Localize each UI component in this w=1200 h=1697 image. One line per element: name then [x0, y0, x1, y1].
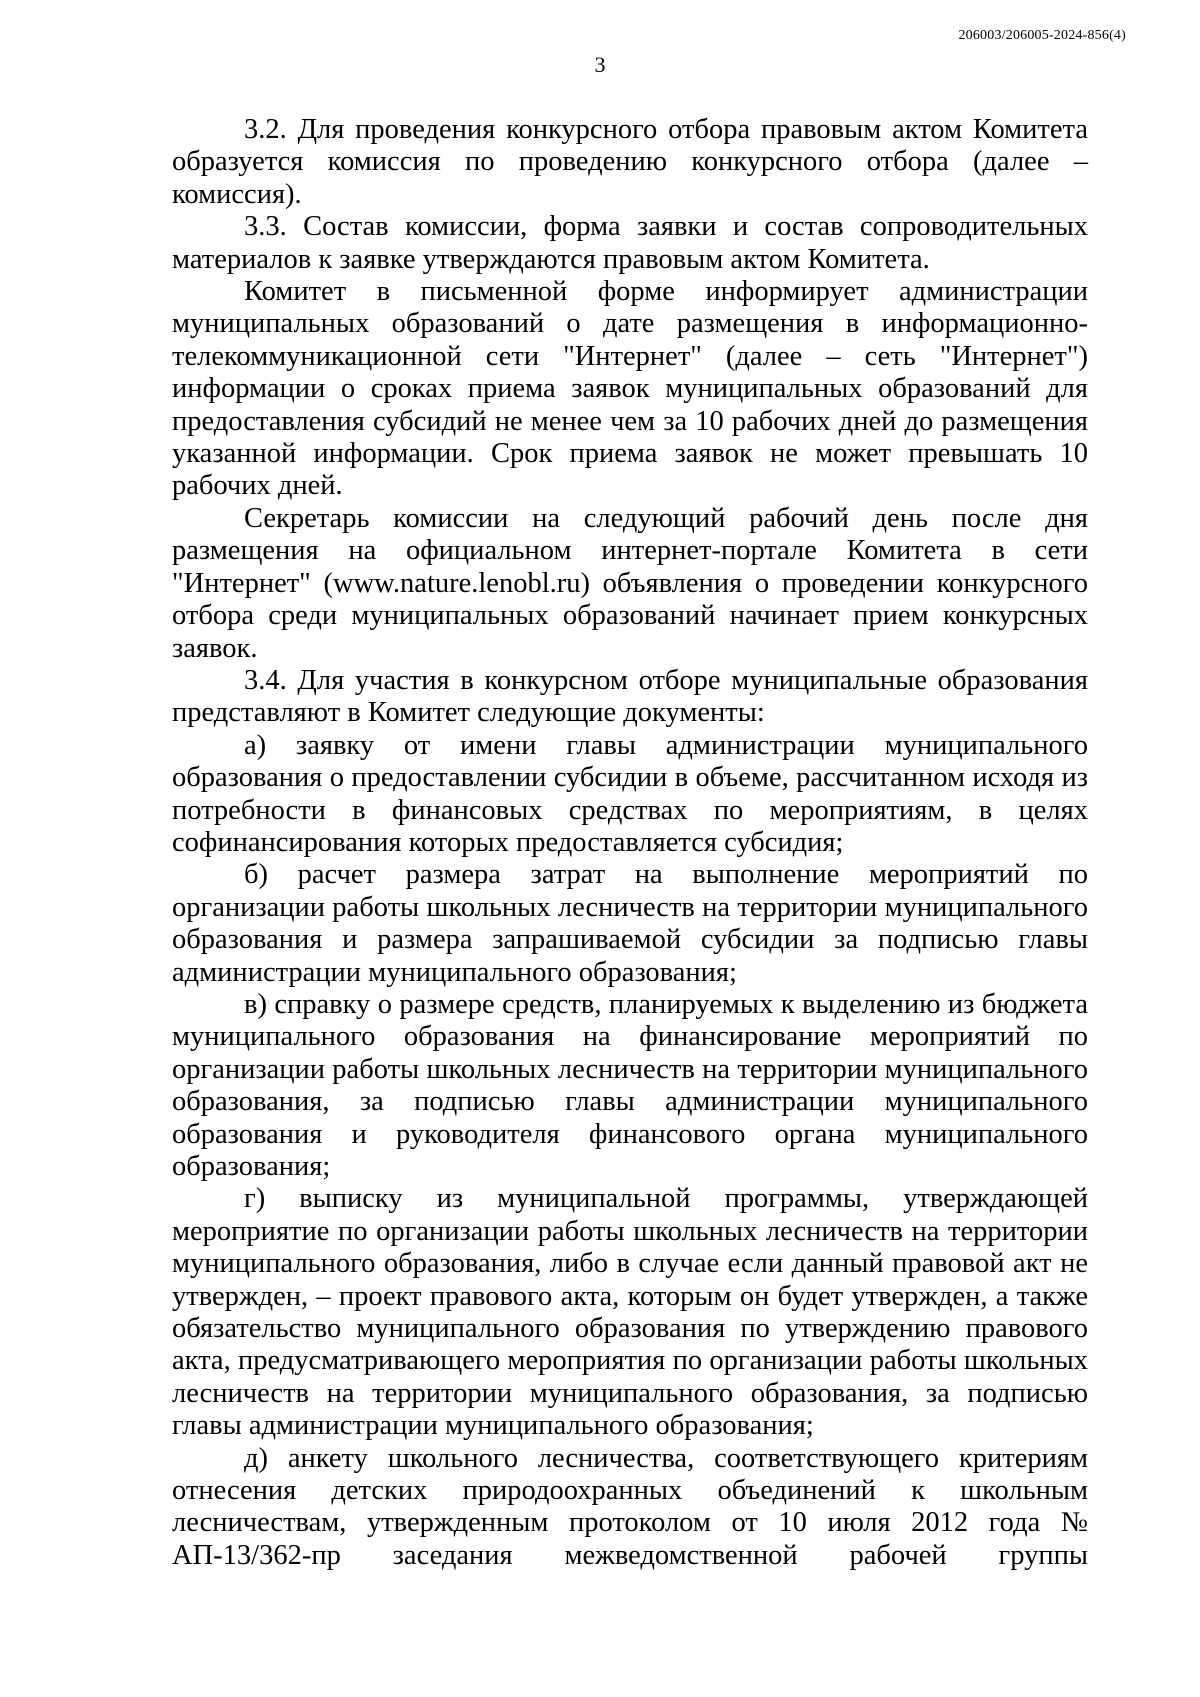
paragraph-secretary: Секретарь комиссии на следующий рабочий день после дня размещения на официальном интернет-портале Комитета в сети "Интернет" (www.nature.lenobl.ru) объявления о проведении конкурсного отбора среди муниципальных образований начинает прием конкурсных заявок. — [172, 502, 1088, 664]
paragraph-3-2: 3.2. Для проведения конкурсного отбора правовым актом Комитета образуется комиссия по проведению конкурсного отбора (далее – комиссия). — [172, 114, 1088, 210]
list-item-a: а) заявку от имени главы администрации муниципального образования о предоставлении субсидии в объеме, рассчитанном исходя из потребности в финансовых средствах по мероприятиям, в целях софинансирования которых предоставляется субсидия; — [172, 729, 1088, 858]
document-body — [172, 114, 1088, 1572]
paragraph-3-3: 3.3. Состав комиссии, форма заявки и состав сопроводительных материалов к заявке утверждаются правовым актом Комитета. — [172, 211, 1088, 275]
list-item-v: в) справку о размере средств, планируемых к выделению из бюджета муниципального образования на финансирование мероприятий по организации работы школьных лесничеств на территории муниципального образования, за подписью главы администрации муниципального образования и руководителя финансового органа муниципального образования; — [172, 988, 1088, 1182]
page-number: 3 — [594, 52, 606, 77]
list-item-b: б) расчет размера затрат на выполнение мероприятий по организации работы школьных лесничеств на территории муниципального образования и размера запрашиваемой субсидии за подписью главы администрации муниципального образования; — [172, 859, 1088, 988]
paragraph-3-4: 3.4. Для участия в конкурсном отборе муниципальные образования представляют в Комитет следующие документы: — [172, 664, 1088, 729]
document-id: 206003/206005-2024-856(4) — [958, 28, 1126, 43]
list-item-g: г) выписку из муниципальной программы, утверждающей мероприятие по организации работы школьных лесничеств на территории муниципального образования, либо в случае если данный правовой акт не утвержден, – проект правового акта, которым он будет утвержден, а также обязательство муниципального образования по утверждению правового акта, предусматривающего мероприятия по организации работы школьных лесничеств на территории муниципального образования, за подписью главы администрации муниципального образования; — [172, 1183, 1088, 1442]
paragraph-committee-notice: Комитет в письменной форме информирует администрации муниципальных образований о дате размещения в информационно-телекоммуникационной сети "Интернет" (далее – сеть "Интернет") информации о сроках приема заявок муниципальных образований для предоставления субсидий не менее чем за 10 рабочих дней до размещения указанной информации. Срок приема заявок не может превышать 10 рабочих дней. — [172, 276, 1088, 502]
list-item-d: д) анкету школьного лесничества, соответствующего критериям отнесения детских природоохранных объединений к школьным лесничествам, утвержденным протоколом от 10 июля 2012 года № АП-13/362-пр заседания межведомственной рабочей группы — [172, 1442, 1088, 1571]
